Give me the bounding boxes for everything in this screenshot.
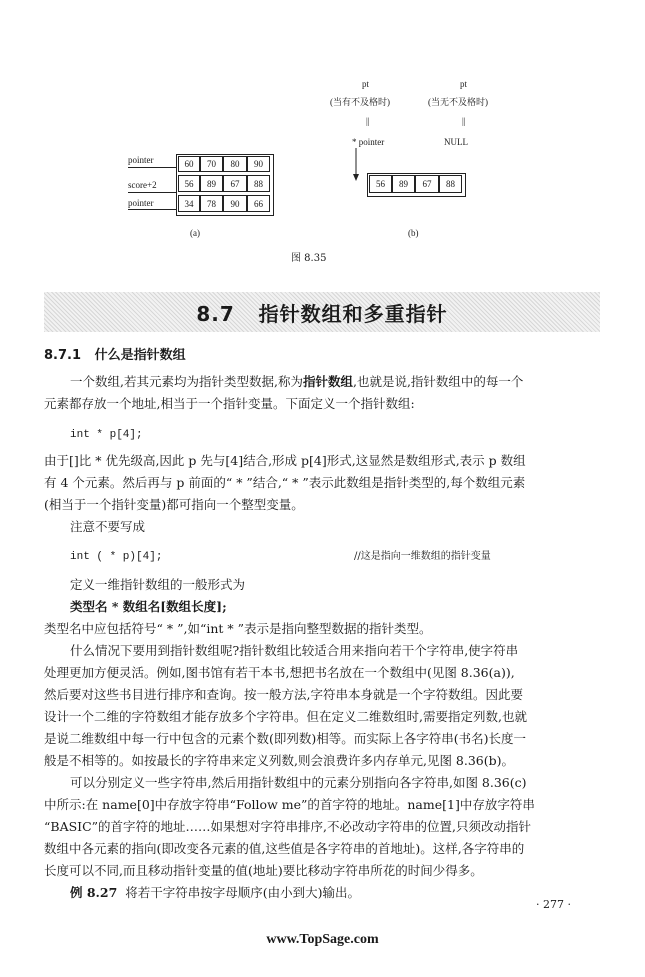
row-label-pointer-1: pointer [128,155,154,165]
paragraph-8-line-4: 数组中各元素的指向(即改变各元素的值,这些值是各字符串的首地址)。这样,各字符串的 [44,841,525,856]
paragraph-1 [44,371,600,393]
footer-url: www.TopSage.com [266,932,379,947]
cell: 88 [439,175,462,193]
paragraph-7-line-2: 处理更加方便灵活。例如,图书馆有若干本书,想把书名放在一个数组中(见图 8.36(a)), [44,665,515,680]
pt-left: pt [362,79,370,89]
paragraph-7-line-1: 什么情况下要用到指针数组呢?指针数组比较适合用来指向若干个字符串,使字符串 [70,643,519,658]
paragraph-8-line-5: 长度可以不同,而且移动指针变量的值(地址)要比移动字符串所花的时间少得多。 [44,863,483,878]
cell: 60 [178,156,200,172]
paragraph-8-line-2: 中所示:在 name[0]中存放字符串“Follow me”的首字符的地址。name[1]中存放字符串 [44,797,535,812]
page-number: · 277 · [536,898,571,911]
cell: 67 [415,175,439,193]
paragraph-2-line-3: (相当于一个指针变量)都可指向一个整型变量。 [44,497,304,512]
example-text: 将若干字符串按字母顺序(由小到大)输出。 [125,885,361,900]
section-banner [44,292,600,332]
syntax-form: 类型名 * 数组名[数组长度]; [70,599,227,614]
cell: 56 [369,175,392,193]
row-label-pointer-2: pointer [128,198,154,208]
eq-left: || [366,116,370,126]
pt-left-note: (当有不及格时) [330,97,390,107]
paragraph-2-line-1: 由于[]比 * 优先级高,因此 p 先与[4]结合,形成 p[4]形式,这显然是数组形式,表示 p 数组 [44,453,526,468]
cell: 34 [178,195,200,212]
pointer-line-2 [128,192,176,193]
caption-b: (b) [408,228,419,238]
code-line-2: int ( * p)[4]; [70,551,163,563]
cell: 67 [223,175,247,192]
cell: 90 [223,195,247,212]
figure-title: 图 8.35 [291,253,327,264]
cell: 88 [247,175,270,192]
paragraph-7-line-6: 般是不相等的。如按最长的字符串来定义列数,则会浪费许多内存单元,见图 8.36(b)。 [44,753,515,768]
cell: 78 [200,195,223,212]
paragraph-3: 注意不要写成 [70,519,146,534]
pt-right: pt [460,79,468,89]
null-label: NULL [444,137,468,147]
paragraph-8-line-3: “BASIC”的首字符的地址……如果想对字符串排序,不必改动字符串的位置,只须改动指针 [44,819,532,834]
text: 一个数组,若其元素均为指针类型数据,称为 [70,374,303,389]
cell: 80 [223,156,247,172]
cell: 66 [247,195,270,212]
subsection-heading [44,344,186,363]
cell: 89 [392,175,415,193]
paragraph-7-line-5: 是说二维数组中每一行中包含的元素个数(即列数)相等。而实际上各字符串(书名)长度一 [44,731,527,746]
pointer-line-3 [128,209,176,210]
pt-right-note: (当无不及格时) [428,97,488,107]
subsection-title: 什么是指针数组 [94,348,186,363]
section-number: 8.7 [196,302,235,326]
pointer-line-1 [128,167,176,168]
text: ,也就是说,指针数组中的每一个 [352,374,524,389]
cell: 90 [247,156,270,172]
example-line [70,882,600,904]
pointer-label: * pointer [352,137,385,147]
caption-a: (a) [190,228,200,238]
row-label-score: score+2 [128,180,157,190]
code-comment: //这是指向一维数组的指针变量 [354,551,491,562]
section-heading [44,298,600,327]
paragraph-7-line-3: 然后要对这些书目进行排序和查询。按一般方法,字符串本身就是一个字符数组。因此要 [44,687,523,702]
section-title: 指针数组和多重指针 [258,302,448,326]
cell: 70 [200,156,223,172]
paragraph-4: 定义一维指针数组的一般形式为 [70,577,246,592]
paragraph-6: 类型名中应包括符号“ * ”,如“int * ”表示是指向整型数据的指针类型。 [44,621,432,636]
paragraph-8-line-1: 可以分别定义一些字符串,然后用指针数组中的元素分别指向各字符串,如图 8.36(c) [70,775,527,790]
cell: 89 [200,175,223,192]
paragraph-1-line-2: 元素都存放一个地址,相当于一个指针变量。下面定义一个指针数组: [44,396,415,411]
example-label: 例 8.27 [70,885,118,900]
eq-right: || [462,116,466,126]
code-line-1: int * p[4]; [70,429,143,441]
term: 指针数组 [302,374,353,389]
cell: 56 [178,175,200,192]
subsection-number: 8.7.1 [44,348,82,363]
paragraph-7-line-4: 设计一个二维的字符数组才能存放多个字符串。但在定义二维数组时,需要指定列数,也就 [44,709,527,724]
paragraph-2-line-2: 有 4 个元素。然后再与 p 前面的“ * ”结合,“ * ”表示此数组是指针类型的,每个数组元素 [44,475,526,490]
